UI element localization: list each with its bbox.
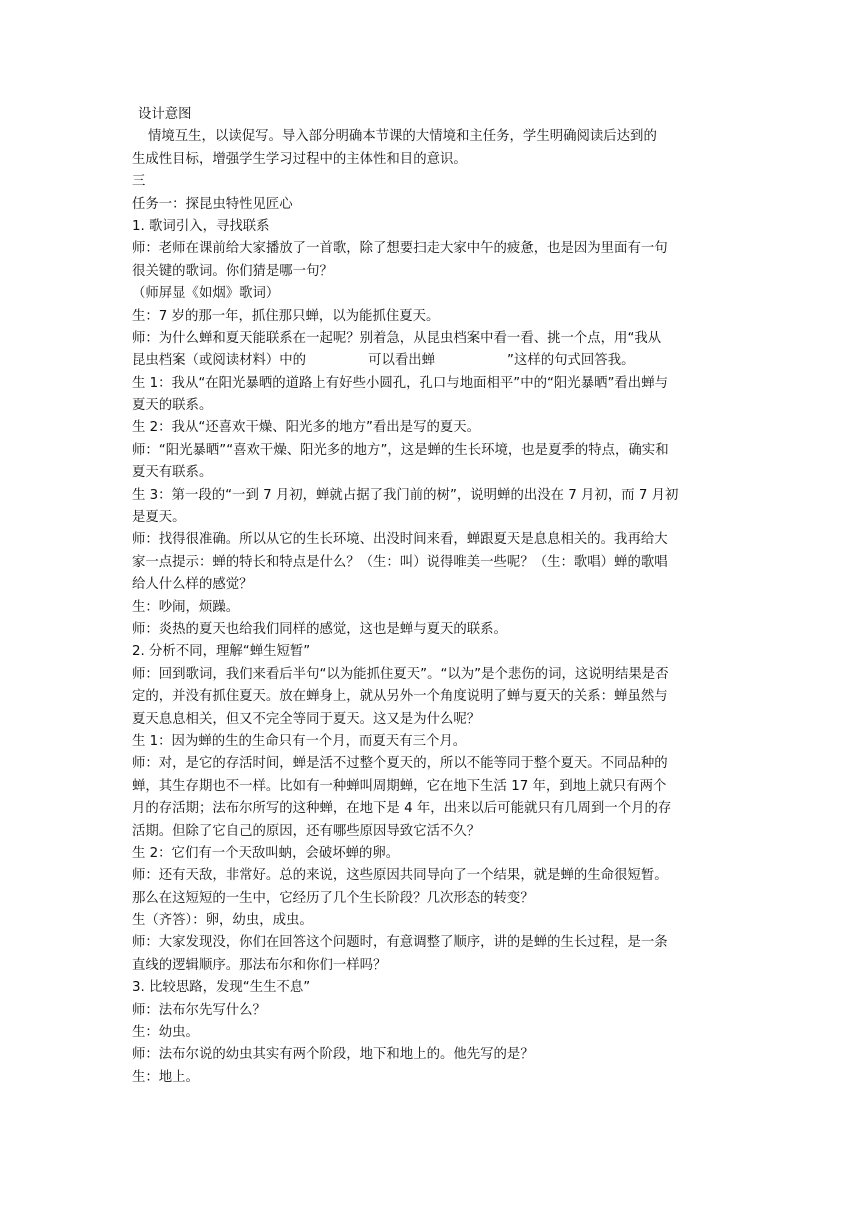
paragraph-line: 生（齐答）：卵，幼虫，成虫。 — [132, 913, 313, 929]
paragraph-line: 师：炎热的夏天也给我们同样的感觉，这也是蝉与夏天的联系。 — [132, 621, 507, 637]
paragraph-line: 夏天有联系。 — [132, 465, 213, 481]
task-heading: 任务一：探昆虫特性见匠心 — [132, 196, 293, 212]
paragraph-line: 师：法布尔说的幼虫其实有两个阶段，地下和地上的。他先写的是？ — [132, 1047, 534, 1063]
paragraph-line: 师：还有天敌，非常好。总的来说，这些原因共同导向了一个结果，就是蝉的生命很短暂。 — [132, 868, 668, 884]
paragraph-line: 生成性目标，增强学生学习过程中的主体性和目的意识。 — [132, 151, 467, 167]
paragraph-line: 生 1：我从“在阳光暴晒的道路上有好些小圆孔，孔口与地面相平”中的“阳光暴晒”看出蝉与 — [132, 375, 668, 391]
subsection-heading: 3. 比较思路，发现“生生不息” — [132, 980, 311, 996]
paragraph-line: 生：吵闹，烦躁。 — [132, 599, 240, 615]
paragraph-line: 师：回到歌词，我们来看后半句“以为能抓住夏天”。“以为”是个悲伤的词，这说明结果是否 — [132, 666, 669, 682]
paragraph-line: 那么在这短短的一生中，它经历了几个生长阶段？几次形态的转变？ — [132, 890, 534, 906]
section-number: 三 — [132, 174, 146, 190]
paragraph-line: 夏天的联系。 — [132, 398, 213, 414]
paragraph-line: 生：7 岁的那一年，抓住那只蝉，以为能抓住夏天。 — [132, 308, 440, 324]
paragraph-line: 师：老师在课前给大家播放了一首歌，除了想要扫走大家中午的疲惫，也是因为里面有一句 — [132, 241, 668, 257]
paragraph-line: 生：幼虫。 — [132, 1025, 199, 1041]
fill-blank-middle: 可以看出蝉 — [368, 353, 436, 369]
paragraph-line: 师：法布尔先写什么？ — [132, 1002, 266, 1018]
paragraph-line: 直线的逻辑顺序。那法布尔和你们一样吗？ — [132, 957, 387, 973]
document-page — [132, 104, 732, 1089]
paragraph-line: 生 2：它们有一个天敌叫蚋，会破坏蝉的卵。 — [132, 845, 400, 861]
paragraph-line: 生 3：第一段的“一到 7 月初，蝉就占据了我门前的树”，说明蝉的出没在 7 月初，而 7 月初 — [132, 487, 679, 503]
paragraph-line: 蝉，其生存期也不一样。比如有一种蝉叫周期蝉，它在地下生活 17 年，到地上就只有两个 — [132, 778, 667, 794]
paragraph-line: 定的，并没有抓住夏天。放在蝉身上，就从另外一个角度说明了蝉与夏天的关系：蝉虽然与 — [132, 689, 668, 705]
paragraph-line: 给人什么样的感觉？ — [132, 577, 253, 593]
paragraph-line: 很关键的歌词。你们猜是哪一句？ — [132, 263, 333, 279]
paragraph-line: 家一点提示：蝉的特长和特点是什么？（生：叫）说得唯美一些呢？（生：歌唱）蝉的歌唱 — [132, 554, 668, 570]
paragraph-line: 师：对，是它的存活时间，蝉是活不过整个夏天的，所以不能等同于整个夏天。不同品种的 — [132, 756, 668, 772]
paragraph-line: 生 1：因为蝉的生的生命只有一个月，而夏天有三个月。 — [132, 733, 467, 749]
subsection-heading: 1. 歌词引入，寻找联系 — [132, 218, 270, 234]
fill-blank-suffix: ”这样的句式回答我。 — [507, 353, 635, 369]
paragraph-line: 情境互生，以读促写。导入部分明确本节课的大情境和主任务，学生明确阅读后达到的 — [148, 129, 657, 145]
paragraph-line: 师：“阳光暴晒”“喜欢干燥、阳光多的地方”，这是蝉的生长环境，也是夏季的特点，确实和 — [132, 442, 669, 458]
paragraph-line: 是夏天。 — [132, 510, 186, 526]
paragraph-line: 师：找得很准确。所以从它的生长环境、出没时间来看，蝉跟夏天是息息相关的。我再给大 — [132, 532, 668, 548]
section-heading-design-intent: 设计意图 — [138, 107, 192, 122]
subsection-heading: 2. 分析不同，理解“蝉生短暂” — [132, 644, 311, 660]
paragraph-line-with-blanks — [132, 350, 732, 372]
paragraph-line: 生 2：我从“还喜欢干燥、阳光多的地方”看出是写的夏天。 — [132, 420, 481, 436]
paragraph-line: 夏天息息相关，但又不完全等同于夏天。这又是为什么呢？ — [132, 711, 481, 727]
paragraph-line: 活期。但除了它自己的原因，还有哪些原因导致它活不久？ — [132, 823, 481, 839]
fill-blank-prefix: 昆虫档案（或阅读材料）中的 — [132, 353, 307, 369]
paragraph-line: （师屏显《如烟》歌词） — [132, 286, 280, 302]
paragraph-line: 月的存活期；法布尔所写的这种蝉，在地下是 4 年，出来以后可能就只有几周到一个月的存 — [132, 801, 672, 817]
paragraph-line: 师：为什么蝉和夏天能联系在一起呢？别着急，从昆虫档案中看一看、挑一个点，用“我从 — [132, 330, 662, 346]
paragraph-line: 师：大家发现没，你们在回答这个问题时，有意调整了顺序，讲的是蝉的生长过程，是一条 — [132, 935, 668, 951]
paragraph-line: 生：地上。 — [132, 1069, 199, 1085]
